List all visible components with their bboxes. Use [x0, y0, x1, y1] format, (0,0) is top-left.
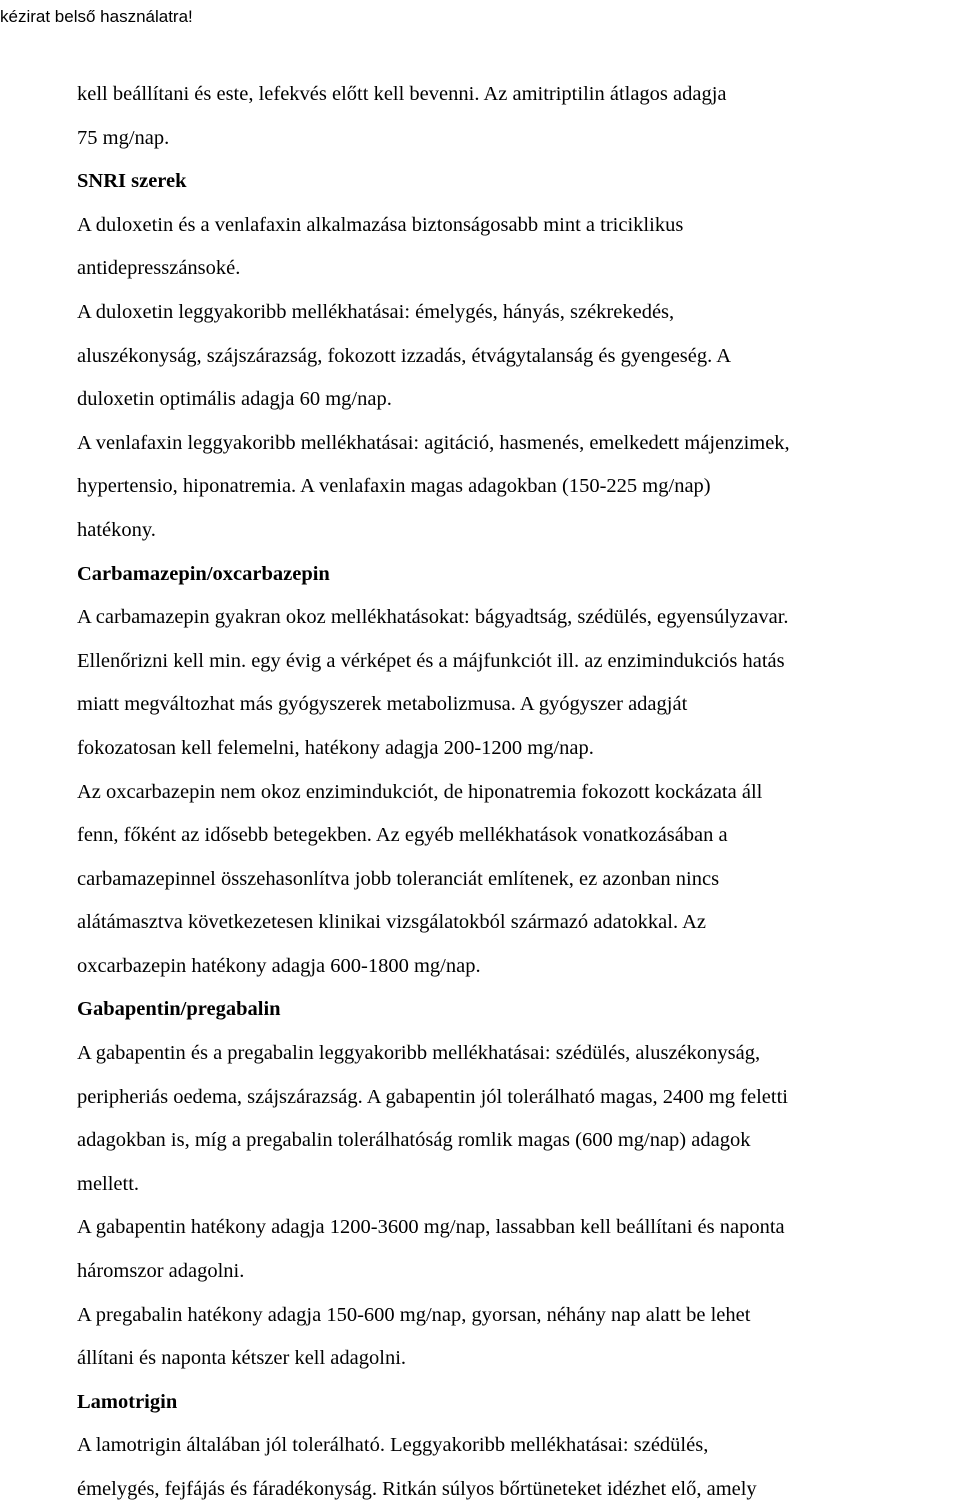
section-heading: SNRI szerek	[77, 170, 187, 193]
section-heading: Gabapentin/pregabalin	[77, 998, 281, 1021]
text-line: A duloxetin leggyakoribb mellékhatásai: émelygés, hányás, székrekedés,	[77, 300, 675, 323]
text-line: hatékony.	[77, 518, 156, 541]
text-line: Az oxcarbazepin nem okoz enzimindukciót, de hiponatremia fokozott kockázata áll	[77, 780, 763, 803]
text-line: aluszékonyság, szájszárazság, fokozott izzadás, étvágytalanság és gyengeség. A	[77, 344, 732, 367]
text-line: fenn, főként az idősebb betegekben. Az egyéb mellékhatások vonatkozásában a	[77, 824, 728, 847]
text-line: A venlafaxin leggyakoribb mellékhatásai: agitáció, hasmenés, emelkedett májenzimek,	[77, 431, 790, 454]
text-line: 75 mg/nap.	[77, 126, 170, 149]
text-line: A duloxetin és a venlafaxin alkalmazása biztonságosabb mint a triciklikus	[77, 213, 684, 236]
section-heading: Carbamazepin/oxcarbazepin	[77, 562, 330, 585]
text-line: miatt megváltozhat más gyógyszerek metabolizmusa. A gyógyszer adagját	[77, 693, 688, 716]
text-line: hypertensio, hiponatremia. A venlafaxin magas adagokban (150-225 mg/nap)	[77, 475, 711, 498]
text-line: háromszor adagolni.	[77, 1260, 245, 1283]
text-line: állítani és naponta kétszer kell adagolni.	[77, 1347, 407, 1370]
text-line: duloxetin optimális adagja 60 mg/nap.	[77, 388, 392, 411]
text-line: peripheriás oedema, szájszárazság. A gabapentin jól tolerálható magas, 2400 mg feletti	[77, 1085, 788, 1108]
text-line: oxcarbazepin hatékony adagja 600-1800 mg/nap.	[77, 954, 481, 977]
text-line: mellett.	[77, 1172, 140, 1195]
text-line: alátámasztva következetesen klinikai vizsgálatokból származó adatokkal. Az	[77, 911, 706, 934]
text-line: carbamazepinnel összehasonlítva jobb toleranciát említenek, ez azonban nincs	[77, 867, 720, 890]
text-line: A lamotrigin általában jól tolerálható. Leggyakoribb mellékhatásai: szédülés,	[77, 1434, 709, 1457]
section-heading: Lamotrigin	[77, 1390, 178, 1413]
document-body	[77, 73, 957, 1512]
text-line: A carbamazepin gyakran okoz mellékhatásokat: bágyadtság, szédülés, egyensúlyzavar.	[77, 606, 789, 629]
text-line: A pregabalin hatékony adagja 150-600 mg/nap, gyorsan, néhány nap alatt be lehet	[77, 1303, 751, 1326]
text-line: A gabapentin hatékony adagja 1200-3600 mg/nap, lassabban kell beállítani és naponta	[77, 1216, 785, 1239]
text-line: antidepresszánsoké.	[77, 257, 241, 280]
text-line: fokozatosan kell felemelni, hatékony adagja 200-1200 mg/nap.	[77, 736, 594, 759]
text-line: Ellenőrizni kell min. egy évig a vérképet és a májfunkciót ill. az enzimindukciós hatás	[77, 649, 785, 672]
text-line: adagokban is, míg a pregabalin tolerálhatóság romlik magas (600 mg/nap) adagok	[77, 1129, 751, 1152]
confidential-note: kézirat belső használatra!	[0, 7, 193, 26]
text-line: A gabapentin és a pregabalin leggyakoribb mellékhatásai: szédülés, aluszékonyság,	[77, 1042, 761, 1065]
text-line: émelygés, fejfájás és fáradékonyság. Ritkán súlyos bőrtüneteket idézhet elő, amely	[77, 1478, 757, 1500]
text-line: kell beállítani és este, lefekvés előtt kell bevenni. Az amitriptilin átlagos adagja	[77, 83, 727, 105]
